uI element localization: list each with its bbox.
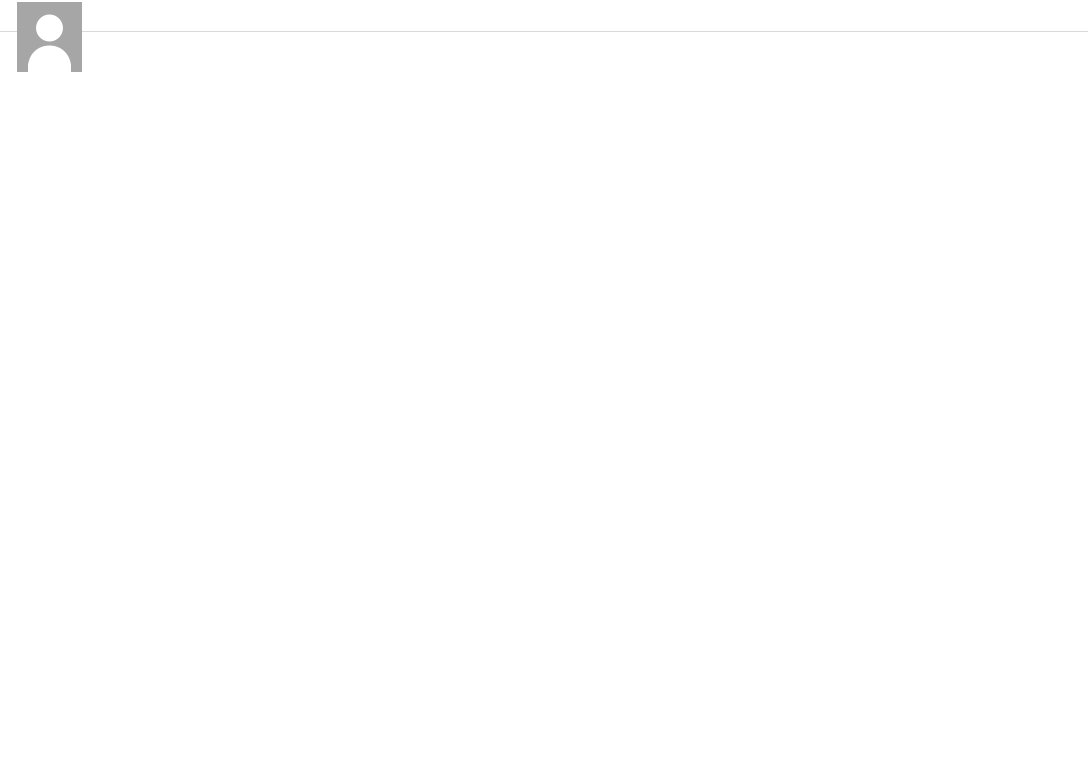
header-divider — [0, 31, 1088, 32]
message-body — [0, 32, 1088, 60]
header-text — [0, 0, 1088, 4]
recipient-row — [14, 12, 1088, 28]
sender-avatar[interactable] — [17, 2, 82, 72]
message-header — [0, 0, 1088, 32]
person-icon — [17, 2, 82, 72]
